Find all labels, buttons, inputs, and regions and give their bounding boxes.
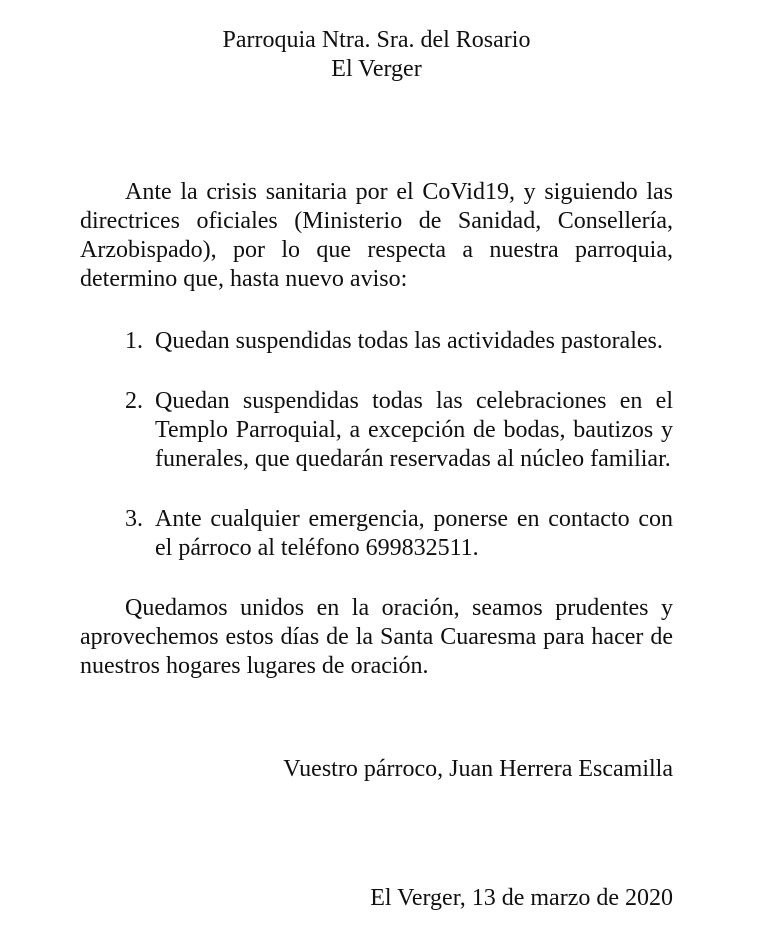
parish-location-subtitle: El Verger: [331, 56, 422, 82]
list-item-text: Quedan suspendidas todas las actividades pastorales.: [155, 328, 663, 354]
list-item-text: Ante cualquier emergencia, ponerse en contacto con el párroco al teléfono 699832511.: [155, 506, 673, 561]
list-item-number: 1.: [125, 328, 143, 354]
signature-line: Vuestro párroco, Juan Herrera Escamilla: [283, 756, 673, 782]
closing-paragraph: Quedamos unidos en la oración, seamos prudentes y aprovechemos estos días de la Santa Cuaresma para hacer de nuestros hogares lugares de oración.: [80, 595, 673, 679]
directives-list: [125, 327, 673, 563]
list-item-1: [125, 327, 673, 356]
intro-paragraph: Ante la crisis sanitaria por el CoVid19, y siguiendo las directrices oficiales (Ministerio de Sanidad, Consellería, Arzobispado), por lo que respecta a nuestra parroquia, determino que, hasta nuevo aviso:: [80, 179, 673, 292]
list-item-number: 2.: [125, 388, 143, 414]
list-item-number: 3.: [125, 506, 143, 532]
parish-title: Parroquia Ntra. Sra. del Rosario: [222, 27, 531, 53]
letter-header: [80, 26, 673, 84]
list-item-text: Quedan suspendidas todas las celebraciones en el Templo Parroquial, a excepción de bodas, bautizos y funerales, que quedarán reservadas al núcleo familiar.: [155, 388, 673, 472]
list-item-2: [125, 387, 673, 474]
list-item-3: [125, 505, 673, 563]
date-line: El Verger, 13 de marzo de 2020: [370, 885, 673, 911]
